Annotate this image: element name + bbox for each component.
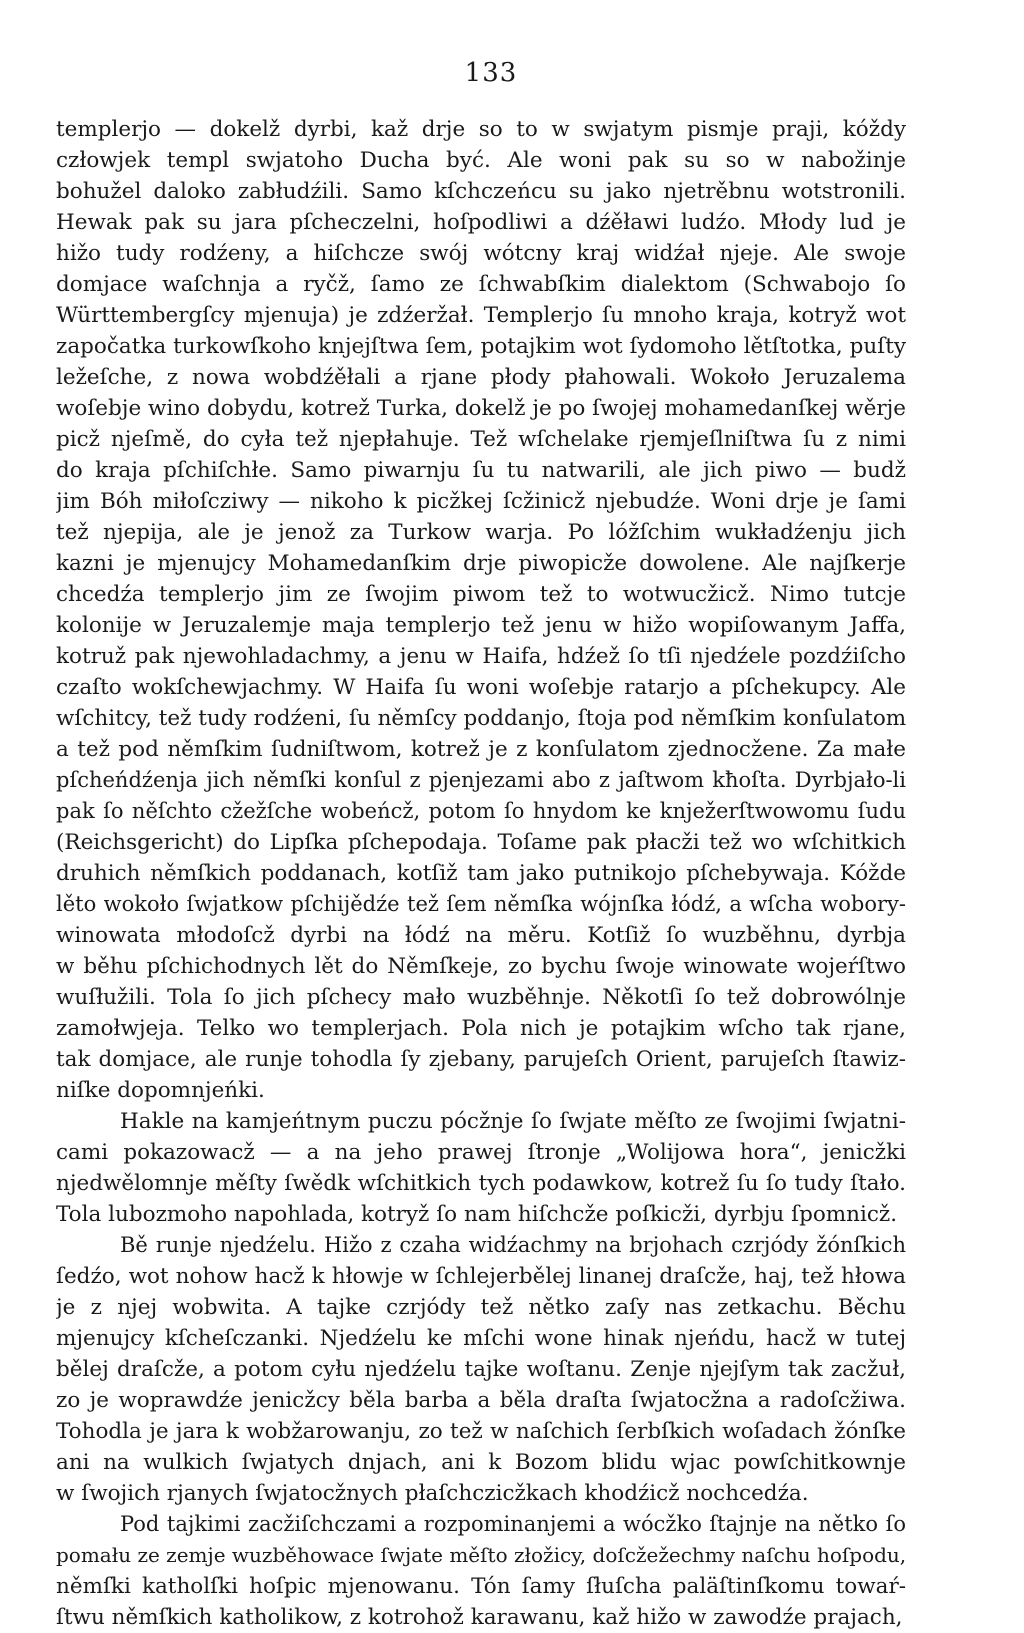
- text-line: kazni je mjenujcy Mohamedanſkim drje piwopicže dowolene. Ale najſkerje: [56, 551, 906, 576]
- text-line: woſebje wino dobydu, kotrež Turka, dokelž je po ſwojej mohamedanſkej wěrje: [56, 396, 906, 421]
- document-page: [56, 58, 906, 1633]
- text-line: lěto wokoło ſwjatkow pſchijědźe tež ſem němſka wójnſka łódź, a wſcha wobory-: [56, 892, 906, 916]
- text-line: wuſłužili. Tola ſo jich pſchecy mało wuzběhnje. Někotſi ſo tež dobrowólnje: [56, 985, 906, 1010]
- text-line: ani na wulkich ſwjatych dnjach, ani k Bozom blidu wjac powſchitkownje: [56, 1450, 906, 1475]
- text-line: Hewak pak su jara pſcheczelni, hoſpodliwi a dźěławi ludźo. Młody lud je: [56, 210, 906, 235]
- text-line: pomału ze zemje wuzběhowace ſwjate měſto złožicy, doſcžežechmy naſchu hoſpodu,: [56, 1543, 906, 1567]
- text-line: jim Bóh miłoſcziwy — nikoho k picžkej ſcžinicž njebudźe. Woni drje je ſami: [56, 489, 906, 514]
- body-text: [56, 114, 906, 1633]
- text-line: kotruž pak njewohladachmy, a jenu w Haifa, hdźež ſo tſi njedźele pozdźiſcho: [56, 644, 906, 669]
- text-line: domjace waſchnja a ryčž, ſamo ze ſchwabſkim dialektom (Schwabojo ſo: [56, 272, 906, 297]
- text-line: započatka turkowſkoho knjejſtwa ſem, potajkim wot ſydomoho lětſtotka, puſty: [56, 334, 906, 359]
- text-line: kolonije w Jeruzalemje maja templerjo tež jenu w hižo wopiſowanym Jaffa,: [56, 613, 906, 638]
- text-line: Württembergſcy mjenuja) je zdźeržał. Templerjo ſu mnoho kraja, kotryž wot: [56, 303, 906, 328]
- text-line: Tola lubozmoho napohlada, kotryž ſo nam hiſchcže poſkicži, dyrbju ſpomnicž.: [56, 1202, 898, 1227]
- text-line: pak ſo něſchto cžežſche wobeńcž, potom ſo hnydom ke knježerſtwowomu ſudu: [56, 799, 906, 823]
- text-line: bělej draſcže, a potom cyłu njedźelu tajke woſtanu. Zenje njejſym tak zacžuł,: [56, 1357, 906, 1382]
- text-line: chcedźa templerjo jim ze ſwojim piwom tež to wotwucžicž. Nimo tutcje: [56, 582, 906, 607]
- text-line: Tohodla je jara k wobžarowanju, zo tež w naſchich ſerbſkich woſadach žónſke: [56, 1419, 906, 1444]
- text-line: w ſwojich rjanych ſwjatocžnych płaſchczicžkach khodźicž nochcedźa.: [56, 1481, 809, 1506]
- text-line: Hakle na kamjeńtnym puczu pócžnje ſo ſwjate měſto ze ſwojimi ſwjatni-: [120, 1109, 906, 1134]
- text-line: templerjo — dokelž dyrbi, kaž drje so to w swjatym pismje praji, kóždy: [56, 117, 906, 142]
- text-line: do kraja pſchiſchłe. Samo piwarnju ſu tu natwarili, ale jich piwo — budž: [56, 458, 906, 483]
- text-line: picž njeſmě, do cyła tež njepłahuje. Tež wſchelake rjemjeſlniſtwa ſu z nimi: [56, 427, 906, 452]
- text-line: tež njepija, ale je jenož za Turkow warja. Po lóžſchim wukładźenju jich: [56, 520, 906, 545]
- text-line: je z njej wobwita. A tajke czrjódy tež nětko zaſy nas zetkachu. Běchu: [56, 1295, 906, 1320]
- text-line: ſtwu němſkich katholikow, z kotrohož karawanu, kaž hižo w zawodźe prajach,: [56, 1605, 903, 1630]
- text-line: němſki katholſki hoſpic mjenowanu. Tón ſamy ſłuſcha paläſtinſkomu towaŕ-: [56, 1574, 906, 1599]
- text-line: mjenujcy kſcheſczanki. Njedźelu ke mſchi wone hinak njeńdu, hacž w tutej: [56, 1326, 906, 1351]
- text-line: czaſto wokſchewjachmy. W Haifa ſu woni woſebje ratarjo a pſchekupcy. Ale: [56, 675, 906, 700]
- page-number: 133: [464, 58, 518, 88]
- text-line: a tež pod němſkim ſudniſtwom, kotrež je z konſulatom zjednocžene. Za małe: [56, 737, 906, 762]
- text-line: zamołwjeja. Telko wo templerjach. Pola nich je potajkim wſcho tak rjane,: [56, 1016, 906, 1041]
- text-line: (Reichsgericht) do Lipſka pſchepodaja. Toſame pak płacži tež wo wſchitkich: [56, 830, 906, 855]
- paragraph: [56, 114, 906, 1106]
- text-line: winowata młodoſcž dyrbi na łódź na měru. Kotſiž ſo wuzběhnu, dyrbja: [56, 923, 906, 948]
- text-line: w běhu pſchichodnych lět do Němſkeje, zo bychu ſwoje winowate wojeŕſtwo: [56, 954, 906, 979]
- text-line: bohužel daloko zabłudźili. Samo kſchczeńcu su jako njetrěbnu wotstronili.: [56, 179, 906, 204]
- text-line: Pod tajkimi zacžiſchczami a rozpominanjemi a wócžko ſtajnje na nětko ſo: [120, 1512, 906, 1536]
- text-line: tak domjace, ale runje tohodla ſy zjebany, parujeſch Orient, parujeſch ſtawiz-: [56, 1047, 906, 1072]
- paragraph: [56, 1106, 906, 1230]
- text-line: cami pokazowacž — a na jeho prawej ſtronje „Wolijowa hora“, jenicžki: [56, 1140, 906, 1165]
- paragraph: [56, 1509, 906, 1633]
- text-line: zo je woprawdźe jenicžcy běla barba a běla draſta ſwjatocžna a radoſcžiwa.: [56, 1388, 906, 1413]
- text-line: niſke dopomnjeńki.: [56, 1078, 265, 1103]
- text-line: ležeſche, z nowa wobdźěłali a rjane płody płahowali. Wokoło Jeruzalema: [56, 365, 906, 390]
- text-line: Bě runje njedźelu. Hižo z czaha widźachmy na brjohach czrjódy žónſkich: [120, 1233, 906, 1257]
- text-line: wſchitcy, tež tudy rodźeni, ſu němſcy poddanjo, ſtoja pod němſkim konſulatom: [56, 706, 906, 731]
- text-line: druhich němſkich poddanach, kotſiž tam jako putnikojo pſchebywaja. Kóžde: [56, 861, 906, 886]
- text-line: njedwělomnje měſty ſwědk wſchitkich tych podawkow, kotrež ſu ſo tudy ſtało.: [56, 1171, 906, 1196]
- text-line: człowjek templ swjatoho Ducha być. Ale woni pak su so w nabožinje: [56, 148, 906, 173]
- text-line: pſcheńdźenja jich němſki konſul z pjenjezami abo z jaſtwom kħoſta. Dyrbjało-li: [56, 768, 906, 792]
- paragraph: [56, 1230, 906, 1509]
- text-line: ſedźo, wot nohow hacž k hłowje w ſchlejerbělej linanej draſcže, haj, tež hłowa: [56, 1264, 906, 1289]
- text-line: hižo tudy rodźeny, a hiſchcze swój wótcny kraj widźał njeje. Ale swoje: [56, 241, 906, 266]
